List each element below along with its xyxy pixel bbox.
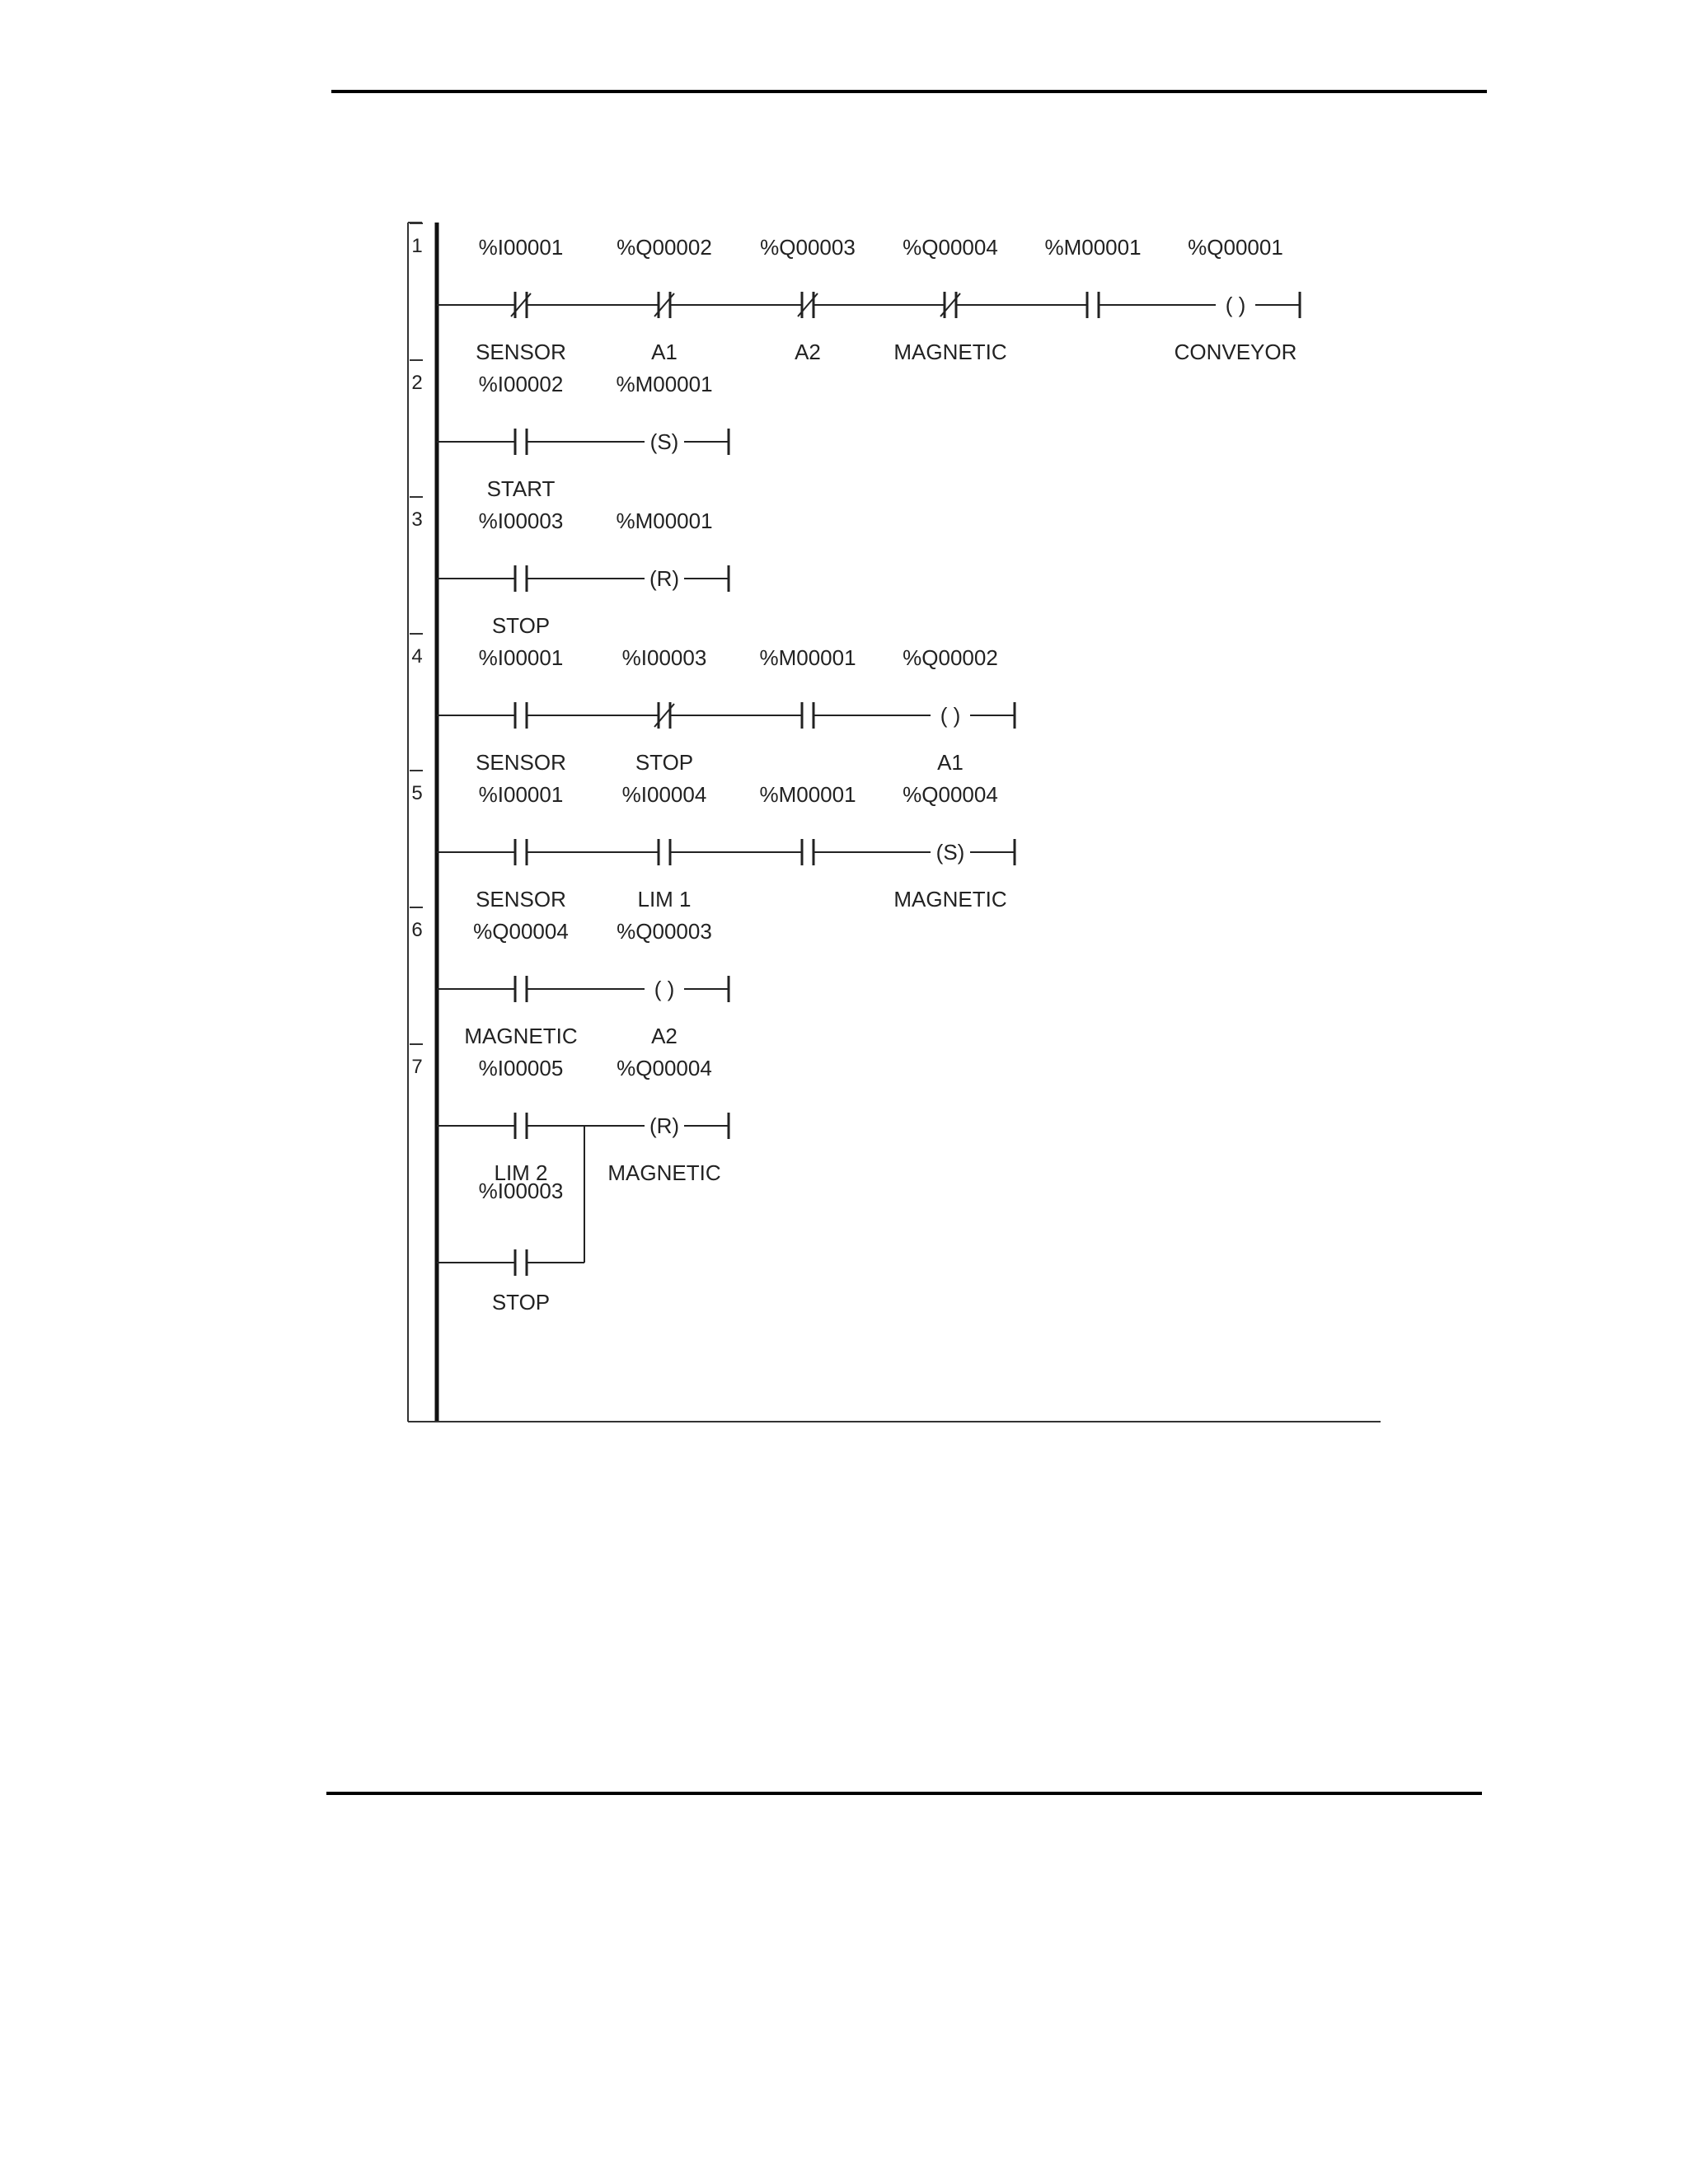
element-address: %M00001	[759, 782, 856, 807]
element-address: %Q00004	[903, 782, 998, 807]
coil-symbol: ( )	[654, 977, 675, 1001]
element-label: CONVEYOR	[1174, 340, 1297, 364]
element-address: %Q00004	[617, 1056, 712, 1080]
contact-gap	[516, 1260, 526, 1265]
element-label: A1	[651, 340, 678, 364]
rung-element	[479, 372, 564, 501]
element-label: SENSOR	[476, 340, 566, 364]
contact-gap	[1088, 302, 1098, 307]
rung-branch	[437, 1126, 584, 1315]
element-label: LIM 2	[494, 1160, 548, 1185]
rung-element	[893, 782, 1015, 912]
contact-gap	[516, 987, 526, 991]
rung-number: 1	[411, 235, 423, 257]
rung-5	[410, 771, 1015, 912]
rung-1	[410, 223, 1300, 364]
element-label: A1	[937, 750, 964, 775]
element-label: MAGNETIC	[893, 340, 1007, 364]
element-address: %M00001	[1044, 235, 1142, 260]
element-address: %I00003	[478, 509, 564, 533]
rung-element	[622, 782, 707, 912]
set-coil-symbol: (S)	[649, 429, 679, 454]
reset-coil-symbol: (R)	[649, 566, 680, 591]
element-label: SENSOR	[476, 750, 566, 775]
rung-element	[479, 509, 564, 638]
element-label: STOP	[635, 750, 694, 775]
rung-6	[410, 907, 729, 1048]
rung-number: 6	[411, 919, 423, 941]
element-address: %I00003	[621, 645, 707, 670]
rung-number: 7	[411, 1056, 423, 1078]
element-address: %Q00004	[903, 235, 998, 260]
element-label: STOP	[491, 613, 551, 638]
rung-element	[617, 235, 712, 364]
element-address: %Q00004	[473, 919, 569, 944]
rung-element	[1175, 235, 1300, 364]
rung-element	[479, 1056, 564, 1185]
element-label: A2	[795, 340, 821, 364]
branch-label: STOP	[491, 1290, 551, 1315]
rung-element	[760, 235, 856, 364]
rung-element	[476, 645, 566, 775]
element-address: %Q00003	[760, 235, 856, 260]
coil-symbol: ( )	[1225, 293, 1246, 317]
element-label: LIM 1	[637, 887, 692, 912]
element-label: MAGNETIC	[464, 1024, 578, 1048]
contact-gap	[803, 850, 813, 855]
element-address: %I00001	[478, 782, 564, 807]
element-label: SENSOR	[476, 887, 566, 912]
rung-element	[617, 919, 729, 1048]
rung-element	[607, 1056, 729, 1185]
set-coil-symbol: (S)	[935, 840, 965, 865]
rung-number: 2	[411, 372, 423, 394]
element-address: %I00005	[478, 1056, 564, 1080]
rung-7	[410, 1044, 729, 1315]
rung-element	[464, 919, 577, 1048]
element-address: %Q00003	[617, 919, 712, 944]
rung-2	[410, 360, 729, 501]
rung-element	[476, 235, 566, 364]
rung-element	[476, 782, 566, 912]
rung-4	[410, 634, 1015, 775]
rung-number: 3	[411, 509, 423, 531]
element-address: %M00001	[759, 645, 856, 670]
contact-gap	[516, 713, 526, 718]
element-address: %Q00002	[617, 235, 712, 260]
element-address: %Q00001	[1188, 235, 1283, 260]
rung-element	[622, 645, 707, 775]
element-address: %M00001	[616, 509, 713, 533]
element-label: MAGNETIC	[893, 887, 1007, 912]
element-address: %I00001	[478, 235, 564, 260]
branch-address: %I00003	[478, 1179, 564, 1203]
rung-number: 5	[411, 782, 423, 804]
page-footer-rule	[326, 1792, 1482, 1795]
element-address: %I00002	[478, 372, 564, 396]
contact-gap	[516, 576, 526, 581]
contact-gap	[659, 850, 669, 855]
element-address: %M00001	[616, 372, 713, 396]
element-label: A2	[651, 1024, 678, 1048]
rung-3	[410, 497, 729, 638]
element-label: MAGNETIC	[607, 1160, 721, 1185]
element-address: %I00001	[478, 645, 564, 670]
contact-gap	[516, 1123, 526, 1128]
contact-gap	[516, 439, 526, 444]
rung-number: 4	[411, 645, 423, 668]
element-label: START	[486, 476, 556, 501]
element-address: %Q00002	[903, 645, 998, 670]
rung-element	[903, 645, 1015, 775]
reset-coil-symbol: (R)	[649, 1113, 680, 1138]
rung-element	[893, 235, 1006, 364]
contact-gap	[516, 850, 526, 855]
element-address: %I00004	[621, 782, 707, 807]
contact-gap	[803, 713, 813, 718]
coil-symbol: ( )	[940, 703, 961, 728]
